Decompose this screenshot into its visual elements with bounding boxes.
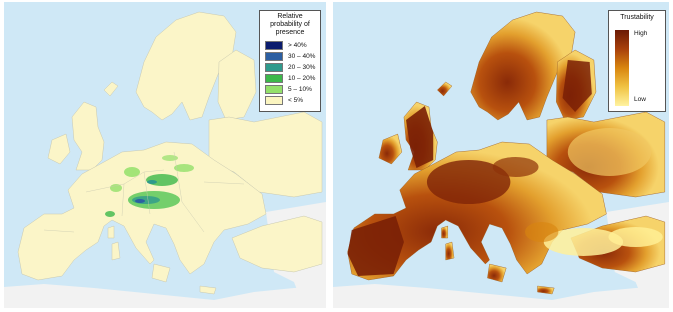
legend-low-label: Low bbox=[634, 96, 646, 103]
legend-label: 30 – 40% bbox=[288, 52, 316, 60]
probability-map-panel bbox=[4, 2, 326, 308]
probability-legend bbox=[259, 10, 321, 112]
legend-row bbox=[265, 95, 320, 106]
legend-label: > 40% bbox=[288, 41, 307, 49]
legend-label: 10 – 20% bbox=[288, 74, 316, 82]
trustability-map-panel bbox=[333, 2, 669, 308]
legend-swatch bbox=[265, 74, 283, 83]
legend-high-label: High bbox=[634, 30, 648, 37]
legend-swatch bbox=[265, 85, 283, 94]
legend-title: Trustability bbox=[620, 14, 654, 21]
legend-swatch bbox=[265, 96, 283, 105]
legend-label: 5 – 10% bbox=[288, 85, 312, 93]
legend-swatch bbox=[265, 63, 283, 72]
legend-title: Relative probability of presence bbox=[270, 13, 310, 37]
legend-row bbox=[265, 51, 320, 62]
legend-row bbox=[265, 84, 320, 95]
legend-label: < 5% bbox=[288, 96, 303, 104]
legend-swatch bbox=[265, 52, 283, 61]
legend-row bbox=[265, 73, 320, 84]
legend-label: 20 – 30% bbox=[288, 63, 316, 71]
legend-row bbox=[265, 40, 320, 51]
color-ramp bbox=[615, 30, 629, 106]
trustability-legend bbox=[608, 10, 666, 112]
legend-swatch bbox=[265, 41, 283, 50]
legend-row bbox=[265, 62, 320, 73]
